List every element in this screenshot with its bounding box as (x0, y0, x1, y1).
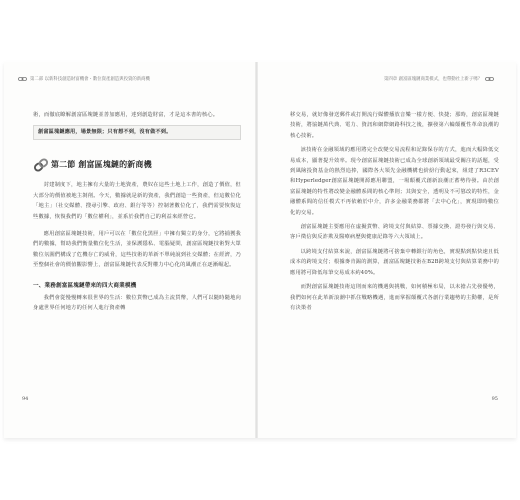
paragraph: 移交易，就好像發送郵件或打開流行媒體播放音樂一樣方便、快捷；那時，創富區塊鏈技術，將協鏈萬代典、電力、資訊和網際網路科技之後，擴發第六輪顛覆性革命浪潮的核心技術。 (290, 112, 499, 139)
running-head-left: 第二部 以新科技創造財富機會・數位資產創造與投資的新商機 (18, 76, 150, 82)
section-heading (33, 158, 241, 172)
section-title: 第二節 創富區塊鏈的新商機 (51, 160, 152, 170)
paragraph: 我們會從慢慢轉來很世界的生活：數位貨幣已成為主流貨幣，人們可以隨時隨地向身處世界任何地方的任何人進行資產轉 (33, 295, 241, 312)
right-page (258, 62, 516, 438)
callout-box: 創富區塊鏈應用，場景無限；只有想不到，沒有做不到。 (33, 125, 241, 140)
chain-link-icon (18, 76, 27, 82)
left-page (4, 62, 255, 438)
page-number: 95 (491, 396, 498, 402)
chain-link-icon (33, 158, 49, 172)
subsection-heading: 一、業務創富區塊鏈帶來的四大商業模機 (33, 282, 137, 289)
left-page-body (33, 110, 241, 314)
page-number: 94 (22, 396, 29, 402)
paragraph: 應用創富區塊鏈技術，用戶可以在「數位化黑匣」中擁有獨立的身分，它將捕獲我們的數據，幫助我們衡量數位化生活，並保護隱私、電腦疑問，創富區塊鏈技術對大眾數位氛圍們構成了危機存亡的威脅，這些技術的革新不單純說到社交媒體；在經濟，乃至整個社會的價值觀影響上，創富區塊鏈代表反對權力中心化的風潮正在逐漸崛起。 (33, 231, 241, 269)
right-page-body (290, 110, 499, 313)
chain-link-icon (485, 76, 494, 82)
paragraph: 而對創富區塊鏈技術這則而來的機遇與挑戰，如何積極布局，以未搶占先發優勢，我們如何在此革新浪潮中抓住戰略機遇，進而掌握顛覆式各創行業趨勢的主動權，是所有決策者 (290, 284, 499, 311)
paragraph: 創富區塊鏈主要應用在虛擬貨幣、跨境支付與結算、票據交換、證券發行與交易、客戶徵信與反詐欺及醫療病歷與健康記錄等六大領域上。 (290, 224, 499, 241)
paragraph: 封建制度下，地主擁有大量的土地資產，農奴在這些土地上工作，創造了價值，但大部分的價值被地主剝削。今天，數據就是新的資產，我們創造一些資產，但這數位化「地主」（社交媒體、搜尋引擎、政府、銀行等等）控制著數位化了，我們需要恢復這些數據，恢復我們的「數位權利」，並系於我們自己的利益來經營它。 (33, 182, 241, 220)
paragraph: 術，而徹底瞭解創富區塊鏈並善加應用，達到創造財富，才是這本書的核心。 (33, 112, 219, 118)
paragraph: 該技術在金融領域的應用將完全改變交易流程和記錄保存的方式，進而大幅降低交易成本，顯著提升效率。現今創富區塊鏈技術已成為全球創新領域最受關注的話題，受到風險投資基金的熱烈追捧，國際各大領先金融機構也紛紛行動起來，組建了R3CEV和Hyperledger創富區塊鏈開源應用聯盟，一場顛覆式創新浪潮正蓄勢待發。由於創富區塊鏈的特性將改變金融體系間的核心準則；其與安全，透明及不可篡改的特性，金融體系間的信任模式不再依賴於中介，許多金融業務都將「去中心化」，實現即時數位化的交易。 (290, 147, 499, 216)
running-head-right: 第四章 創富區塊鏈商業模式，也帶動社上新子嗎？ (384, 76, 494, 82)
paragraph: 以跨境支付結算來說，創富區塊鏈將可捨棄中轉銀行的角色，實現點到點快速且低成本的跨境支付；根據麥肯錫的測算，創富區塊鏈技術在B2B跨境支付與結算業務中的應用將可降低每筆交易成本約40%。 (290, 248, 499, 276)
